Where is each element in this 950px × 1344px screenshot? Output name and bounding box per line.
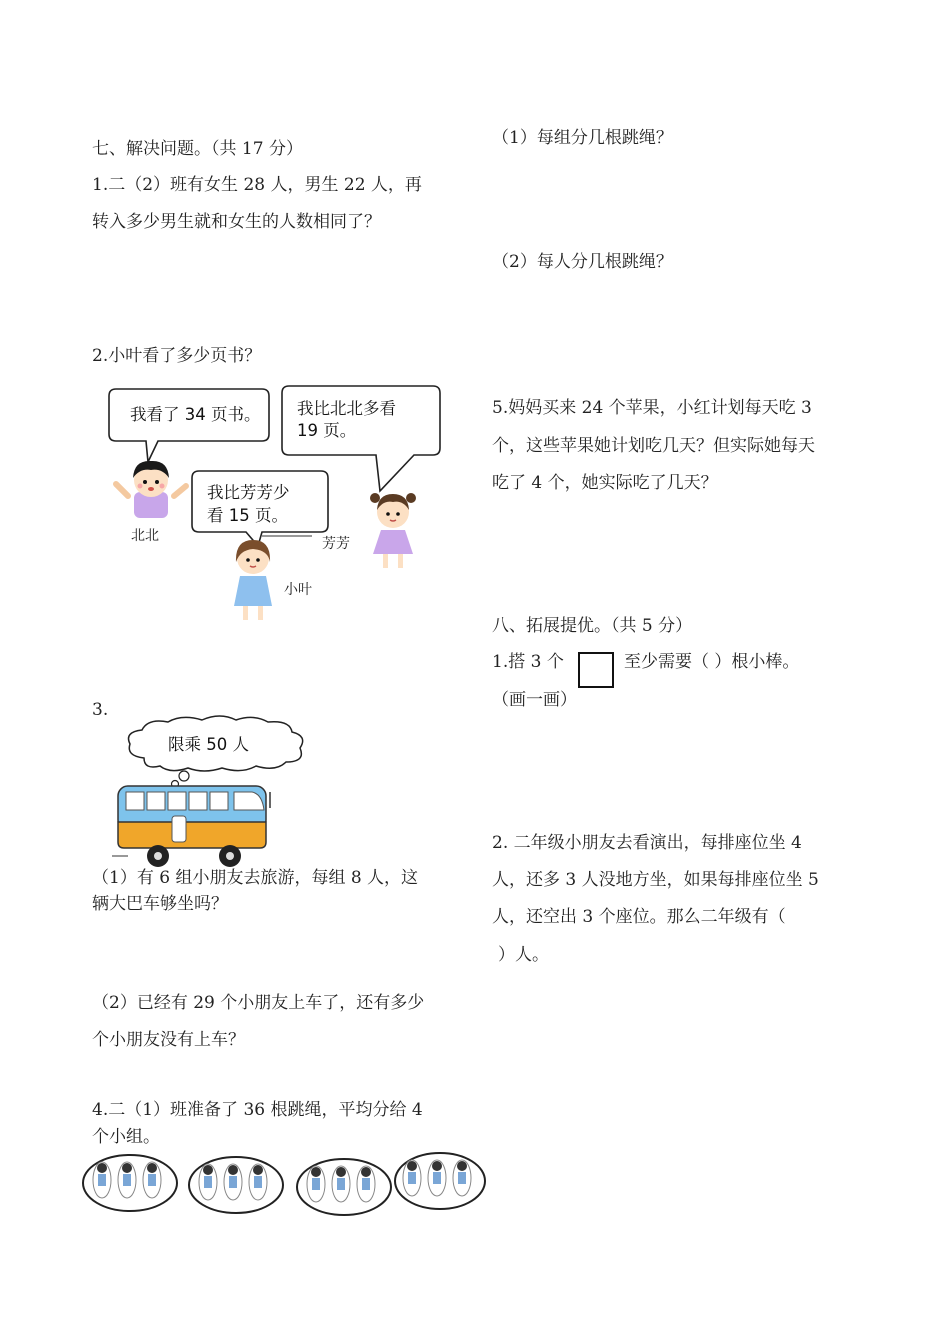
q3-number: 3.: [92, 700, 109, 720]
fangfang-bubble-text-2: 19 页。: [297, 421, 357, 440]
beibei-boy-figure: [118, 456, 198, 526]
group-3: [297, 1159, 391, 1215]
group-1: [83, 1155, 177, 1211]
ext-q2-line-4: ）人。: [498, 945, 549, 965]
q1-line-2: 转入多少男生就和女生的人数相同了？: [92, 212, 381, 232]
section-8-title: 八、拓展提优。（共 5 分）: [492, 616, 693, 636]
q2-title: 2.小叶看了多少页书？: [92, 346, 262, 366]
beibei-bubble-text: 我看了 34 页书。: [130, 405, 261, 424]
q4-line-2: 个小组。: [92, 1127, 160, 1147]
ext-q1-line-2: （画一画）: [492, 690, 577, 710]
xiaoye-bubble-text-2: 看 15 页。: [207, 506, 288, 525]
fangfang-girl-figure: [365, 484, 425, 574]
q4-sub2: （2）每人分几根跳绳？: [492, 252, 673, 272]
q5-line-2: 个，这些苹果她计划吃几天？但实际她每天: [492, 436, 815, 456]
ext-q2-line-3: 人，还空出 3 个座位。那么二年级有（: [492, 907, 786, 927]
ext-q2-line-2: 人，还多 3 人没地方坐，如果每排座位坐 5: [492, 870, 819, 890]
xiaoye-bubble-text-1: 我比芳芳少: [207, 483, 290, 502]
ext-q1-part-1: 1.搭 3 个: [492, 652, 564, 672]
xiaoye-girl-figure: [226, 534, 286, 624]
q3-sub1-line-1: （1）有 6 组小朋友去旅游，每组 8 人，这: [92, 868, 419, 888]
beibei-name: 北北: [131, 528, 159, 544]
group-4: [395, 1153, 485, 1209]
ext-q1-part-2: 至少需要（ ）根小棒。: [624, 652, 800, 672]
bus-illustration: [112, 770, 282, 870]
q3-sub2-line-1: （2）已经有 29 个小朋友上车了，还有多少: [92, 993, 425, 1013]
q5-line-3: 吃了 4 个，她实际吃了几天？: [492, 473, 718, 493]
ext-q2-line-1: 2. 二年级小朋友去看演出，每排座位坐 4: [492, 833, 802, 853]
fangfang-bubble-text-1: 我比北北多看: [297, 399, 396, 418]
q5-line-1: 5.妈妈买来 24 个苹果，小红计划每天吃 3: [492, 398, 812, 418]
jump-rope-groups-illustration: [80, 1150, 500, 1220]
q3-sub1-line-2: 辆大巴车够坐吗？: [92, 894, 228, 914]
q4-line-1: 4.二（1）班准备了 36 根跳绳，平均分给 4: [92, 1100, 423, 1120]
cloud-text: 限乘 50 人: [168, 735, 249, 754]
group-2: [189, 1157, 283, 1213]
q1-line-1: 1.二（2）班有女生 28 人，男生 22 人，再: [92, 175, 422, 195]
square-shape-icon: [578, 652, 614, 688]
q4-sub1: （1）每组分几根跳绳？: [492, 128, 673, 148]
section-7-title: 七、解决问题。（共 17 分）: [92, 139, 303, 159]
fangfang-name: 芳芳: [322, 536, 350, 552]
xiaoye-name: 小叶: [284, 582, 312, 598]
q3-sub2-line-2: 个小朋友没有上车？: [92, 1030, 245, 1050]
